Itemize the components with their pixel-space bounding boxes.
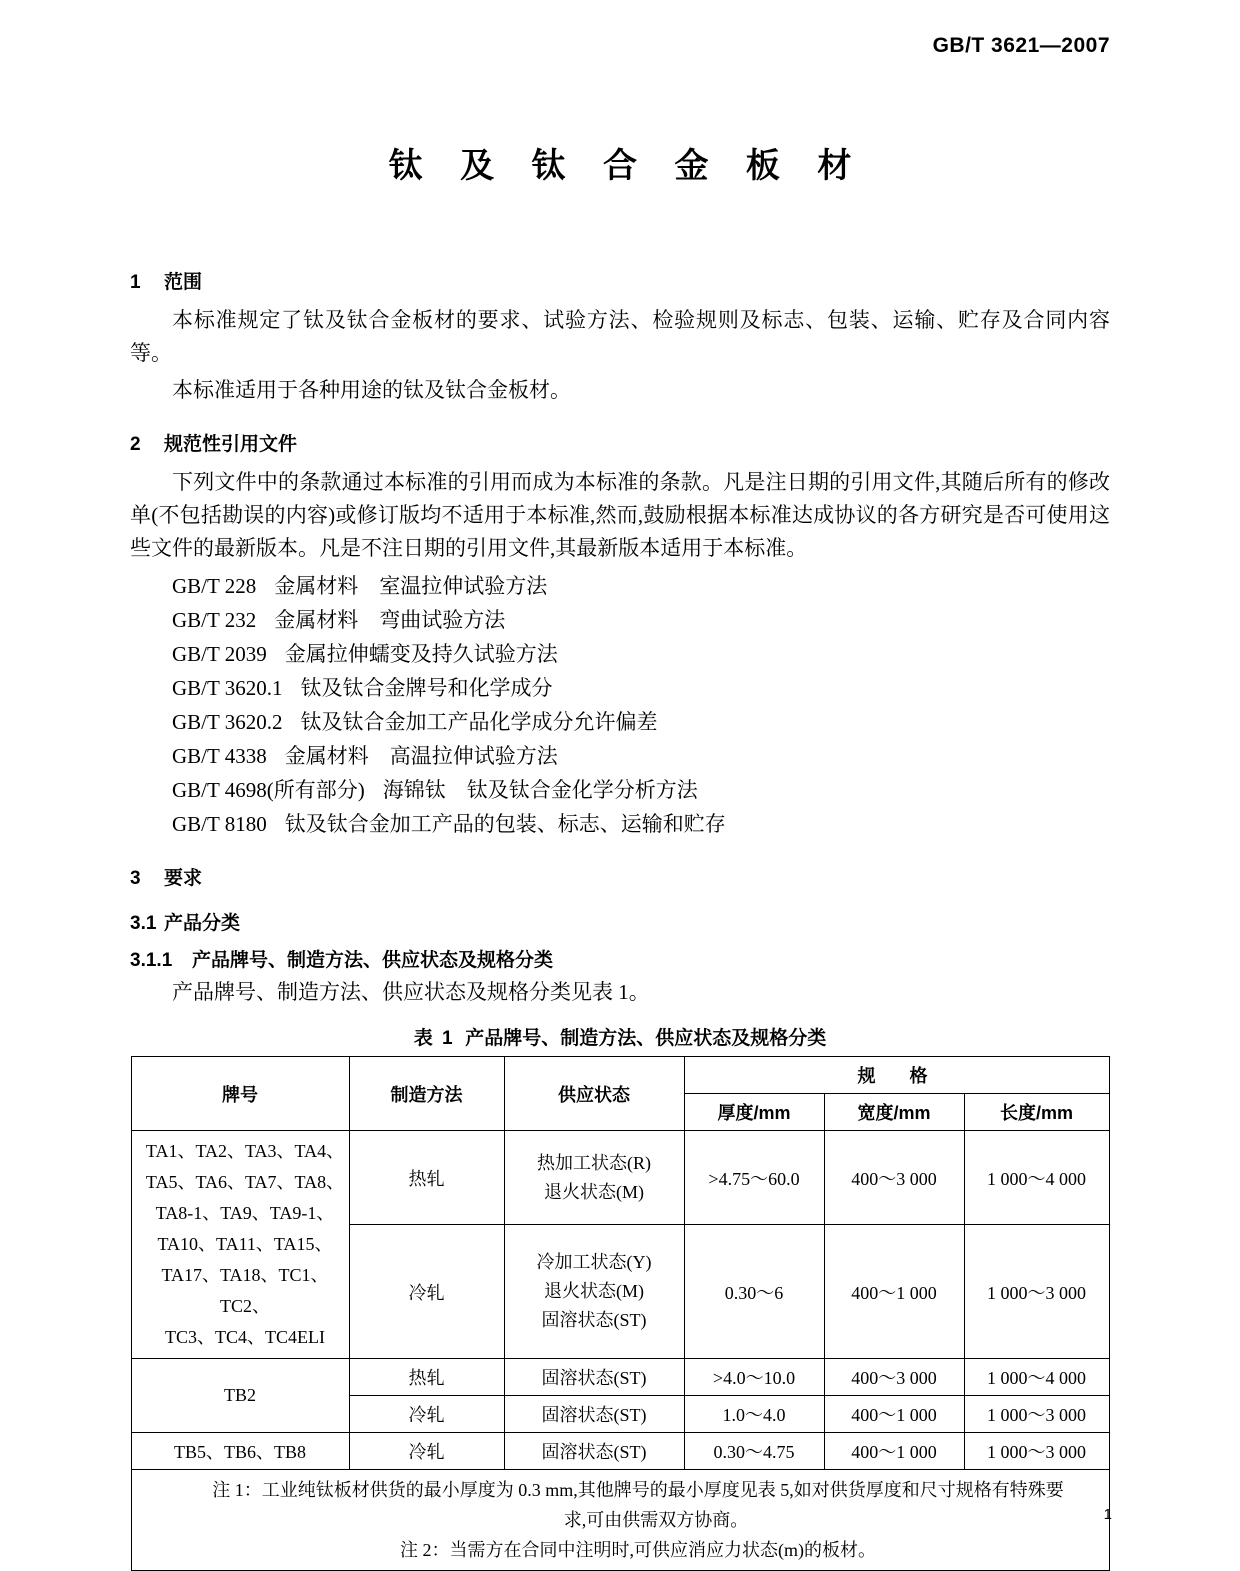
table-header-spec-group: 规 格	[684, 1057, 1109, 1094]
list-item	[130, 637, 1110, 671]
table-cell-grade	[131, 1131, 349, 1359]
reference-code: GB/T 4338	[172, 744, 267, 768]
section-heading-3-1-1	[130, 945, 1110, 972]
section-2-label: 规范性引用文件	[164, 434, 298, 455]
reference-title: 金属材料 弯曲试验方法	[274, 608, 506, 632]
table-cell-state	[504, 1225, 684, 1359]
section-heading-1	[130, 267, 1110, 294]
document-content	[130, 245, 1110, 1571]
table-notes	[131, 1470, 1109, 1571]
table-cell-state	[504, 1131, 684, 1225]
section-heading-3	[130, 863, 1110, 890]
table-cell-state: 固溶状态(ST)	[504, 1359, 684, 1396]
table-header-width: 宽度/mm	[824, 1094, 964, 1131]
reference-code: GB/T 228	[172, 574, 257, 598]
grade-line: TA1、TA2、TA3、TA4、	[145, 1141, 345, 1161]
grade-line: TA10、TA11、TA15、	[157, 1234, 333, 1254]
table-1-caption	[130, 1023, 1110, 1050]
table-cell-thickness: 1.0～4.0	[684, 1396, 824, 1433]
table-cell-length: 1 000～4 000	[964, 1359, 1109, 1396]
reference-title: 金属材料 室温拉伸试验方法	[274, 574, 548, 598]
state-line: 热加工状态(R)	[537, 1152, 651, 1173]
table-cell-width: 400～3 000	[824, 1359, 964, 1396]
table-cell-width: 400～3 000	[824, 1131, 964, 1225]
table-notes-row	[131, 1470, 1109, 1571]
table-cell-length: 1 000～3 000	[964, 1225, 1109, 1359]
list-item	[130, 569, 1110, 603]
section-2-number: 2	[130, 434, 141, 455]
table-header-length: 长度/mm	[964, 1094, 1109, 1131]
section-2-paragraph-1: 下列文件中的条款通过本标准的引用而成为本标准的条款。凡是注日期的引用文件,其随后所有的修改单(不包括勘误的内容)或修订版均不适用于本标准,然而,鼓励根据本标准达成协议的各方研究是否可使用这些文件的最新版本。凡是不注日期的引用文件,其最新版本适用于本标准。	[130, 470, 1110, 560]
table-header-thickness: 厚度/mm	[684, 1094, 824, 1131]
list-item	[130, 739, 1110, 773]
list-item	[130, 773, 1110, 807]
section-3-1-label: 产品分类	[164, 913, 241, 934]
section-3-1-1-label: 产品牌号、制造方法、供应状态及规格分类	[192, 950, 554, 971]
reference-title: 钛及钛合金牌号和化学成分	[300, 676, 553, 700]
table-cell-width: 400～1 000	[824, 1225, 964, 1359]
table-cell-method: 热轧	[349, 1359, 504, 1396]
state-line: 退火状态(M)	[544, 1281, 644, 1302]
section-3-1-number: 3.1	[130, 913, 157, 934]
table-cell-method: 冷轧	[349, 1433, 504, 1470]
table-cell-width: 400～1 000	[824, 1433, 964, 1470]
table-row	[131, 1359, 1109, 1396]
table-cell-thickness: >4.75～60.0	[684, 1131, 824, 1225]
section-3-1-1-paragraph: 产品牌号、制造方法、供应状态及规格分类见表 1。	[172, 980, 650, 1004]
table-cell-thickness: 0.30～6	[684, 1225, 824, 1359]
section-1-label: 范围	[164, 272, 203, 293]
table-cell-method: 热轧	[349, 1131, 504, 1225]
reference-title: 钛及钛合金加工产品化学成分允许偏差	[300, 710, 658, 734]
reference-title: 海锦钛 钛及钛合金化学分析方法	[382, 778, 698, 802]
standard-number: GB/T 3621—2007	[932, 34, 1110, 57]
grade-line: TA5、TA6、TA7、TA8、	[145, 1172, 345, 1192]
table-header-grade: 牌号	[131, 1057, 349, 1131]
table-cell-length: 1 000～3 000	[964, 1433, 1109, 1470]
table-cell-length: 1 000～3 000	[964, 1396, 1109, 1433]
section-heading-2	[130, 429, 1110, 456]
table-cell-thickness: >4.0～10.0	[684, 1359, 824, 1396]
reference-code: GB/T 4698(所有部分)	[172, 778, 365, 802]
section-3-1-1-number: 3.1.1	[130, 950, 173, 971]
reference-title: 金属材料 高温拉伸试验方法	[284, 744, 558, 768]
table-note-line: 注 2：当需方在合同中注明时,可供应消应力状态(m)的板材。	[400, 1540, 876, 1560]
table-cell-thickness: 0.30～4.75	[684, 1433, 824, 1470]
table-header-row	[131, 1057, 1109, 1094]
grade-line: TA17、TA18、TC1、TC2、	[161, 1265, 329, 1316]
table-row	[131, 1433, 1109, 1470]
table-cell-grade: TB2	[131, 1359, 349, 1433]
table-product-classification	[131, 1056, 1110, 1571]
table-note-line: 求,可由供需双方协商。	[563, 1510, 749, 1530]
table-header-method: 制造方法	[349, 1057, 504, 1131]
state-line: 退火状态(M)	[544, 1181, 644, 1202]
table-cell-method: 冷轧	[349, 1225, 504, 1359]
table-1-caption-text: 产品牌号、制造方法、供应状态及规格分类	[465, 1028, 827, 1049]
table-cell-length: 1 000～4 000	[964, 1131, 1109, 1225]
table-cell-grade: TB5、TB6、TB8	[131, 1433, 349, 1470]
reference-title: 金属拉伸蠕变及持久试验方法	[284, 642, 558, 666]
table-note-line: 注 1：工业纯钛板材供货的最小厚度为 0.3 mm,其他牌号的最小厚度见表 5,如对供货厚度和尺寸规格有特殊要	[212, 1480, 1064, 1500]
table-cell-state: 固溶状态(ST)	[504, 1433, 684, 1470]
grade-line: TA8-1、TA9、TA9-1、	[155, 1203, 335, 1223]
reference-code: GB/T 3620.1	[172, 676, 283, 700]
list-item	[130, 671, 1110, 705]
page-title: 钛 及 钛 合 金 板 材	[388, 147, 866, 185]
section-3-label: 要求	[164, 868, 203, 889]
table-cell-method: 冷轧	[349, 1396, 504, 1433]
list-item	[130, 603, 1110, 637]
section-1-paragraph-1: 本标准规定了钛及钛合金板材的要求、试验方法、检验规则及标志、包装、运输、贮存及合同内容等。	[130, 308, 1110, 365]
list-item	[130, 705, 1110, 739]
reference-code: GB/T 232	[172, 608, 257, 632]
state-line: 冷加工状态(Y)	[536, 1252, 652, 1273]
section-3-number: 3	[130, 868, 141, 889]
table-1-caption-number: 表 1	[413, 1028, 455, 1049]
reference-code: GB/T 2039	[172, 642, 267, 666]
table-row	[131, 1131, 1109, 1225]
section-1-number: 1	[130, 272, 141, 293]
table-cell-width: 400～1 000	[824, 1396, 964, 1433]
list-item	[130, 807, 1110, 841]
reference-code: GB/T 8180	[172, 812, 267, 836]
section-1-paragraph-2: 本标准适用于各种用途的钛及钛合金板材。	[172, 378, 571, 402]
page-number: 1	[1103, 1506, 1112, 1523]
normative-references-list	[130, 569, 1110, 841]
table-header-state: 供应状态	[504, 1057, 684, 1131]
section-heading-3-1	[130, 908, 1110, 935]
grade-line: TC3、TC4、TC4ELI	[165, 1327, 325, 1347]
table-cell-state: 固溶状态(ST)	[504, 1396, 684, 1433]
reference-title: 钛及钛合金加工产品的包装、标志、运输和贮存	[284, 812, 726, 836]
reference-code: GB/T 3620.2	[172, 710, 283, 734]
state-line: 固溶状态(ST)	[541, 1310, 647, 1331]
